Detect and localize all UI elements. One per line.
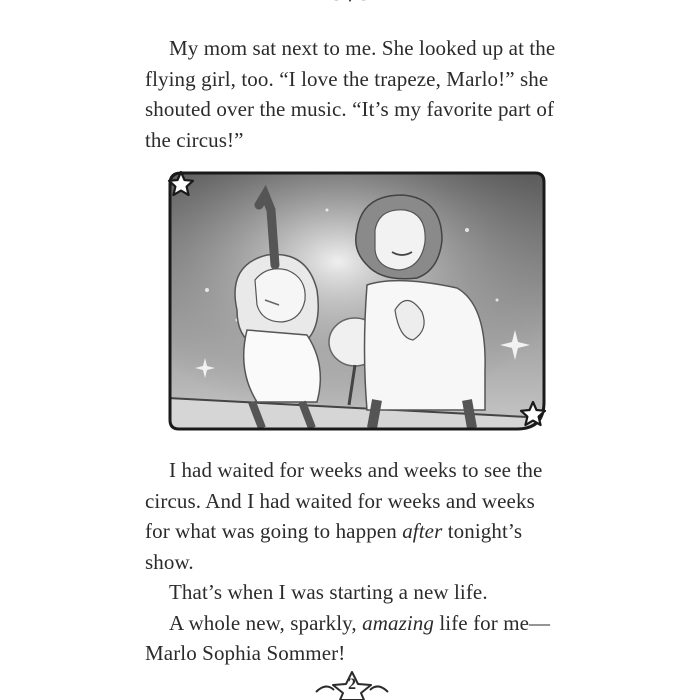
line-3-b: tonight’s — [442, 519, 523, 543]
line-3-a: for what was going to happen — [145, 519, 403, 543]
line-6-a: A whole new, sparkly, — [169, 610, 363, 635]
illustration — [167, 170, 547, 432]
paragraph-2 — [145, 455, 585, 669]
text-line — [145, 608, 585, 639]
text-line — [145, 455, 585, 486]
line-5: That’s when I was starting a new life. — [169, 580, 488, 604]
text-line — [145, 577, 585, 608]
illustration-frame — [167, 170, 547, 432]
paragraph-1-text: My mom sat next to me. She looked up at the flying girl, too. “I love the trapeze, Marlo!” she shouted over the music. “It’s my favorite part of the circus!” — [145, 36, 556, 152]
page-number: 2 — [348, 676, 356, 693]
text-line — [145, 638, 585, 669]
line-6-b: life for me— — [433, 610, 551, 635]
line-7: Marlo Sophia Sommer! — [145, 641, 346, 665]
line-1: I had waited for weeks and weeks to see the — [169, 458, 543, 482]
text-line — [145, 547, 585, 578]
top-ornament-icon — [318, 0, 382, 6]
line-3-emphasis: after — [402, 519, 443, 543]
text-line — [145, 516, 585, 547]
text-line — [145, 486, 585, 517]
line-6-emphasis: amazing — [362, 610, 434, 635]
line-4: show. — [145, 549, 194, 574]
line-2: circus. And I had waited for weeks and weeks — [145, 488, 535, 513]
paragraph-1 — [145, 33, 585, 155]
